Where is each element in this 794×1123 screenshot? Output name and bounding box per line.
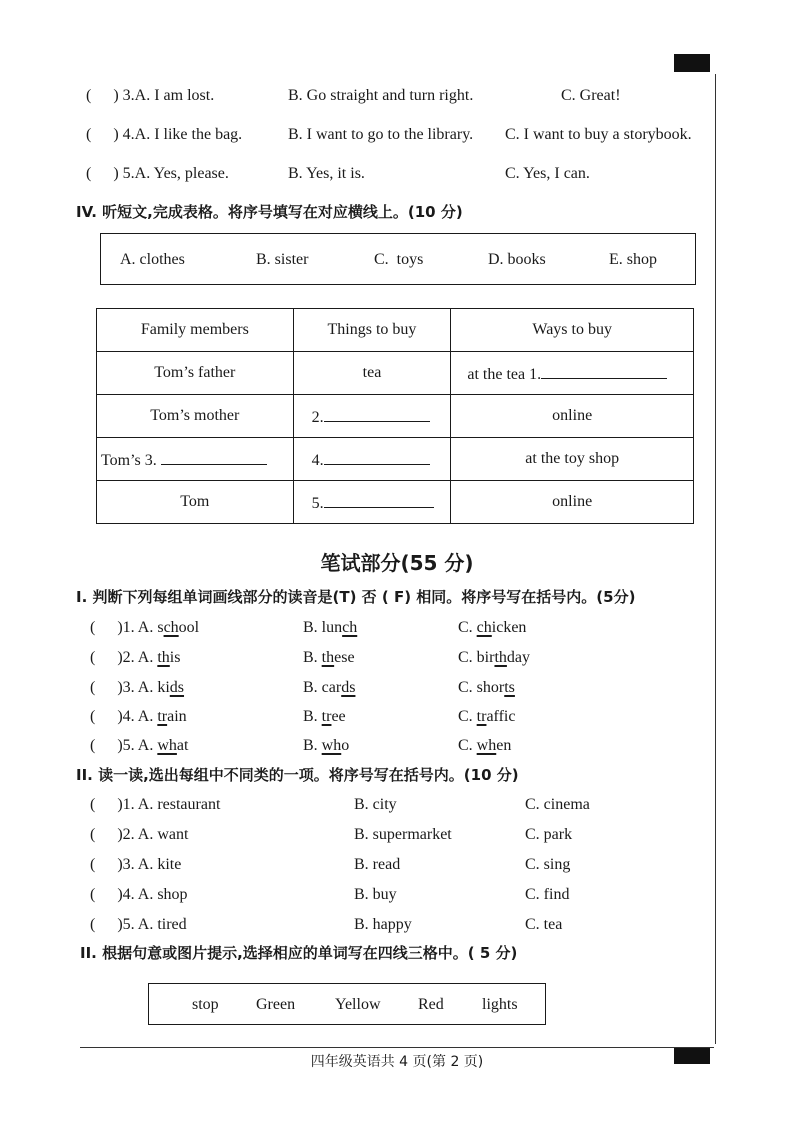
word-bank-item: lights [482,996,518,1013]
word-bank-item: stop [192,996,219,1013]
list-item: ( )4. A. train [90,708,187,725]
word-c: C. tea [525,916,563,933]
option-b: B. sister [256,251,309,268]
thing-cell: 4. [293,438,451,481]
word-c: C. park [525,826,573,843]
answer-blank-3[interactable] [161,449,267,465]
word-c: C. find [525,886,570,903]
word-bank-item: Yellow [335,996,381,1013]
list-item: ( )5. A. tired [90,916,187,933]
option-d: D. books [488,251,546,268]
choice-b: B. I want to go to the library. [288,126,474,143]
word-c: C. traffic [458,708,516,725]
choice-c: C. Yes, I can. [505,165,590,182]
answer-blank-2[interactable] [324,406,430,422]
word-b: B. who [303,737,350,754]
section-4-title: IV. 听短文,完成表格。将序号填写在对应横线上。(10 分) [76,203,463,221]
part-3-title: II. 根据句意或图片提示,选择相应的单词写在四线三格中。( 5 分) [80,944,518,962]
word-b: B. read [354,856,401,873]
choice-c: C. Great! [561,87,621,104]
word-c: C. shorts [458,679,515,696]
word-b: B. cards [303,679,356,696]
corner-tab-top [674,54,710,72]
list-item: ( )5. A. what [90,737,189,754]
option-a: A. clothes [120,251,185,268]
way-cell: at the tea 1. [451,352,694,395]
list-item: ( )2. A. this [90,649,181,666]
choice-b: B. Go straight and turn right. [288,87,474,104]
answer-blank-1[interactable] [541,363,667,379]
word-b: B. supermarket [354,826,452,843]
list-item: ( )1. A. school [90,619,200,636]
member-cell: Tom’s mother [97,395,294,438]
member-cell: Tom’s 3. [97,438,294,481]
page-footer: 四年级英语共 4 页(第 2 页) [310,1054,484,1070]
list-item: ( )3. A. kids [90,679,185,696]
table-row [97,481,694,524]
part-1-title: I. 判断下列每组单词画线部分的读音是(T) 否 ( F) 相同。将序号写在括号内。(5分) [76,588,636,606]
way-cell: online [451,481,694,524]
word-c: C. cinema [525,796,590,813]
thing-cell: 2. [293,395,451,438]
footer-rule [80,1047,714,1048]
thing-cell: 5. [293,481,451,524]
header-ways-to-buy: Ways to buy [451,309,694,352]
table-row [97,352,694,395]
fill-table [96,308,694,524]
thing-cell: tea [293,352,451,395]
part-2-title: II. 读一读,选出每组中不同类的一项。将序号写在括号内。(10 分) [76,766,519,784]
word-bank-item: Red [418,996,444,1013]
word-b: B. happy [354,916,412,933]
table-row [97,395,694,438]
list-item: ( )2. A. want [90,826,189,843]
member-cell: Tom’s father [97,352,294,395]
word-b: B. tree [303,708,346,725]
word-c: C. sing [525,856,571,873]
option-e: E. shop [609,251,657,268]
word-c: C. when [458,737,512,754]
list-item: ( )3. A. kite [90,856,182,873]
choice-b: B. Yes, it is. [288,165,365,182]
word-b: B. buy [354,886,397,903]
choice-row: ( ) 3.A. I am lost. [86,87,215,104]
choice-row: ( ) 4.A. I like the bag. [86,126,243,143]
written-part-title: 笔试部分(55 分) [320,551,474,575]
answer-blank-4[interactable] [324,449,430,465]
list-item: ( )1. A. restaurant [90,796,221,813]
list-item: ( )4. A. shop [90,886,188,903]
option-c: C. toys [374,251,424,268]
word-bank-item: Green [256,996,296,1013]
choice-row: ( ) 5.A. Yes, please. [86,165,229,182]
word-c: C. birthday [458,649,531,666]
header-family-members: Family members [97,309,294,352]
word-b: B. these [303,649,355,666]
table-row [97,438,694,481]
word-b: B. city [354,796,397,813]
table-header-row [97,309,694,352]
way-cell: at the toy shop [451,438,694,481]
header-things-to-buy: Things to buy [293,309,451,352]
choice-c: C. I want to buy a storybook. [505,126,692,143]
way-cell: online [451,395,694,438]
word-c: C. chicken [458,619,527,636]
member-cell: Tom [97,481,294,524]
word-b: B. lunch [303,619,358,636]
answer-blank-5[interactable] [324,492,434,508]
